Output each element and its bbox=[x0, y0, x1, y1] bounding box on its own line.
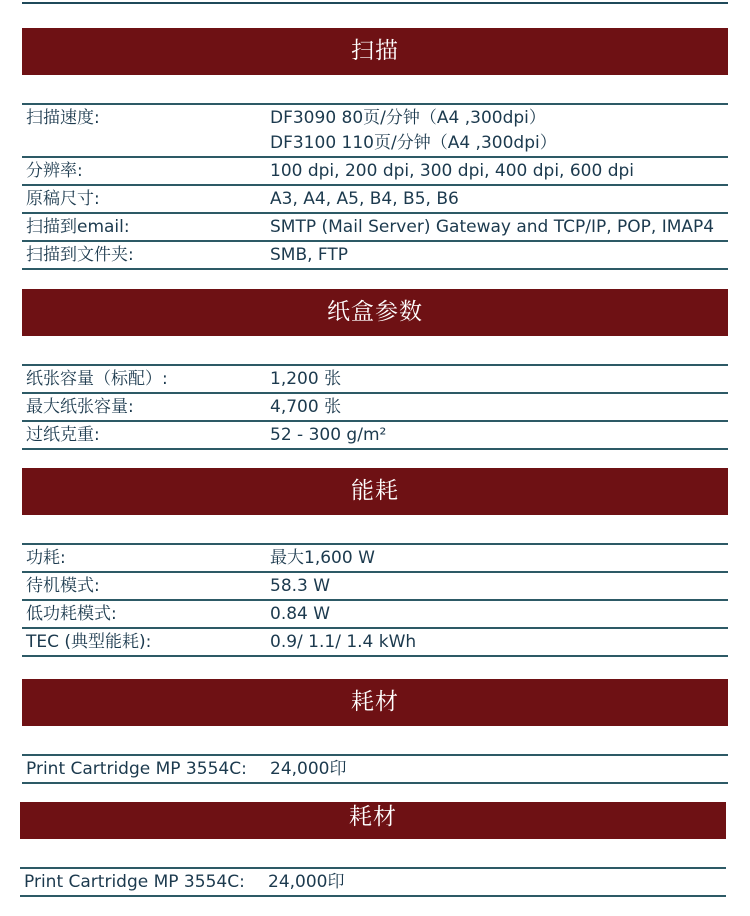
table-row bbox=[22, 571, 728, 599]
section-consumables bbox=[22, 679, 728, 784]
row-value: 24,000印 bbox=[270, 759, 347, 779]
section-header: 能耗 bbox=[22, 468, 728, 515]
row-label: Print Cartridge MP 3554C: bbox=[24, 872, 245, 892]
spec-table bbox=[20, 867, 726, 897]
row-value: 52 - 300 g/m² bbox=[270, 425, 387, 445]
value-line: DF3090 80页/分钟（A4 ,300dpi） bbox=[270, 108, 546, 128]
row-label: 扫描速度: bbox=[26, 108, 100, 128]
row-label: 分辨率: bbox=[26, 161, 83, 181]
section-header: 扫描 bbox=[22, 28, 728, 75]
table-row bbox=[20, 867, 726, 897]
row-value: 1,200 张 bbox=[270, 369, 342, 389]
row-label: TEC (典型能耗): bbox=[26, 632, 152, 652]
row-value: 58.3 W bbox=[270, 576, 331, 596]
section-paper-tray bbox=[22, 289, 728, 450]
spec-table bbox=[22, 543, 728, 657]
row-label: 功耗: bbox=[26, 548, 66, 568]
row-value: SMB, FTP bbox=[270, 245, 349, 265]
row-value bbox=[270, 106, 728, 156]
row-label: 最大纸张容量: bbox=[26, 397, 134, 417]
row-label: 纸张容量（标配）: bbox=[26, 369, 168, 389]
table-row bbox=[22, 240, 728, 270]
table-row bbox=[22, 392, 728, 420]
table-row bbox=[22, 212, 728, 240]
spec-table bbox=[22, 103, 728, 270]
section-header: 纸盒参数 bbox=[22, 289, 728, 336]
value-line: DF3100 110页/分钟（A4 ,300dpi） bbox=[270, 133, 557, 153]
section-header: 耗材 bbox=[22, 679, 728, 726]
table-row bbox=[22, 103, 728, 156]
table-row bbox=[22, 627, 728, 657]
spec-table bbox=[22, 754, 728, 784]
table-row bbox=[22, 599, 728, 627]
top-rule bbox=[22, 2, 728, 4]
row-value: 24,000印 bbox=[268, 872, 345, 892]
row-value: 4,700 张 bbox=[270, 397, 342, 417]
section-energy bbox=[22, 468, 728, 657]
row-label: 待机模式: bbox=[26, 576, 100, 596]
row-label: 原稿尺寸: bbox=[26, 189, 100, 209]
section-scan bbox=[22, 28, 728, 270]
table-row bbox=[22, 543, 728, 571]
table-row bbox=[22, 754, 728, 784]
section-header: 耗材 bbox=[20, 802, 726, 839]
table-row bbox=[22, 364, 728, 392]
row-label: Print Cartridge MP 3554C: bbox=[26, 759, 247, 779]
spec-table bbox=[22, 364, 728, 450]
row-label: 扫描到文件夹: bbox=[26, 245, 134, 265]
row-value: 0.84 W bbox=[270, 604, 331, 624]
section-consumables-2 bbox=[20, 802, 726, 897]
row-value: SMTP (Mail Server) Gateway and TCP/IP, POP, IMAP4 bbox=[270, 217, 715, 237]
row-value: A3, A4, A5, B4, B5, B6 bbox=[270, 189, 459, 209]
row-value: 100 dpi, 200 dpi, 300 dpi, 400 dpi, 600 dpi bbox=[270, 161, 635, 181]
row-label: 过纸克重: bbox=[26, 425, 100, 445]
row-value: 最大1,600 W bbox=[270, 548, 375, 568]
row-value: 0.9/ 1.1/ 1.4 kWh bbox=[270, 632, 417, 652]
table-row bbox=[22, 420, 728, 450]
row-label: 扫描到email: bbox=[26, 217, 130, 237]
table-row bbox=[22, 184, 728, 212]
table-row bbox=[22, 156, 728, 184]
row-label: 低功耗模式: bbox=[26, 604, 117, 624]
